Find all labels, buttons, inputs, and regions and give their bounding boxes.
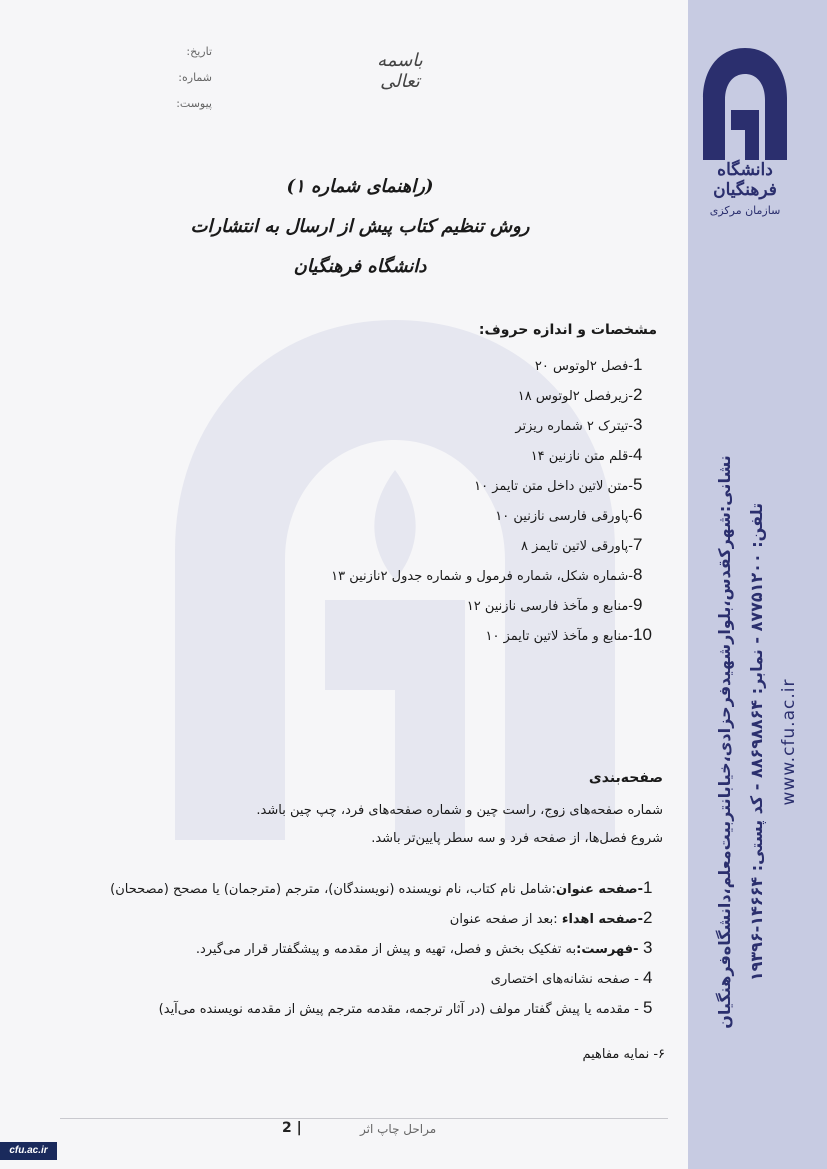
header-meta bbox=[150, 44, 212, 122]
list-item-6: ۶- نمایه مفاهیم bbox=[582, 1047, 665, 1062]
logo-caption bbox=[690, 160, 800, 217]
footer-label: مراحل چاپ اثر bbox=[360, 1122, 437, 1136]
list-item: 9-منابع و مآخذ فارسی نازنین ۱۲ bbox=[466, 595, 643, 614]
site-brand: cfu.ac.ir bbox=[0, 1142, 57, 1160]
list-item: 7-پاورقی لاتین تایمز ۸ bbox=[521, 535, 643, 554]
pagination-heading: صفحه‌بندی bbox=[588, 770, 663, 786]
date-label: تاریخ: bbox=[186, 45, 212, 58]
website-link[interactable]: www.cfu.ac.ir bbox=[779, 678, 799, 806]
list-item: 2-صفحه اهداء :بعد از صفحه عنوان bbox=[449, 908, 653, 927]
footer-divider bbox=[60, 1118, 668, 1119]
list-item: 1-صفحه عنوان:شامل نام کتاب، نام نویسنده (نویسندگان)، مترجم (مترجمان) یا مصحح (مصححان) bbox=[110, 878, 653, 897]
logo-name: دانشگاه فرهنگیان bbox=[713, 160, 777, 200]
list-item: 1-فصل ۲لوتوس ۲۰ bbox=[534, 355, 643, 374]
list-item: 2-زیرفصل ۲لوتوس ۱۸ bbox=[517, 385, 643, 404]
contact-block bbox=[709, 362, 805, 1122]
address-text: نشانی:شهرکقدس،بلوارشهیدفرحزادی،خیابانتربیت‌معلم،دانشگاه‌فرهنگیان bbox=[715, 455, 734, 1029]
order-list bbox=[67, 873, 667, 1023]
list-item: 8-شماره شکل، شماره فرمول و شماره جدول ۲نازنین ۱۳ bbox=[331, 565, 643, 584]
list-item: 4-قلم متن نازنین ۱۴ bbox=[530, 445, 643, 464]
attachment-label: پیوست: bbox=[176, 97, 212, 110]
number-label: شماره: bbox=[178, 71, 212, 84]
pagination-para-1: شماره صفحه‌های زوج، راست چین و شماره صفحه‌های فرد، چپ چین باشد. bbox=[256, 803, 663, 818]
list-item: 5 - مقدمه یا پیش گفتار مولف (در آثار ترجمه، مقدمه مترجم پیش از مقدمه نویسنده می‌آید) bbox=[158, 998, 653, 1017]
fonts-list bbox=[237, 350, 657, 650]
page-number: 2 | bbox=[282, 1120, 302, 1136]
title-line-3: دانشگاه فرهنگیان bbox=[293, 256, 427, 277]
list-item: 6-پاورقی فارسی نازنین ۱۰ bbox=[495, 505, 643, 524]
list-item: 3-تیترک ۲ شماره ریزتر bbox=[515, 415, 643, 434]
list-item: 10-منابع و مآخذ لاتین تایمز ۱۰ bbox=[485, 625, 652, 644]
list-item: 4 - صفحه نشانه‌های اختصاری bbox=[490, 968, 653, 987]
list-item: 3 -فهرست:به تفکیک بخش و فصل، تهیه و پیش از مقدمه و پیشگفتار قرار می‌گیرد. bbox=[195, 938, 653, 957]
title-line-2: روش تنظیم کتاب پیش از ارسال به انتشارات bbox=[190, 216, 530, 237]
title-line-1: (راهنمای شماره ۱) bbox=[286, 176, 434, 197]
fonts-heading: مشخصات و اندازه حروف: bbox=[478, 322, 657, 338]
phone-text: تلفن: ۸۷۷۵۱۲۰۰ - نمابر: ۸۸۶۹۸۸۶۴ - کد پستی: ۱۴۶۶۴-۱۹۳۹۶ bbox=[747, 502, 766, 982]
basmala: باسمه تعالی bbox=[377, 50, 423, 92]
logo-subtitle: سازمان مرکزی bbox=[709, 204, 781, 217]
list-item: 5-متن لاتین داخل متن تایمز ۱۰ bbox=[474, 475, 643, 494]
pagination-para-2: شروع فصل‌ها، از صفحه فرد و سه سطر پایین‌تر باشد. bbox=[371, 831, 663, 846]
